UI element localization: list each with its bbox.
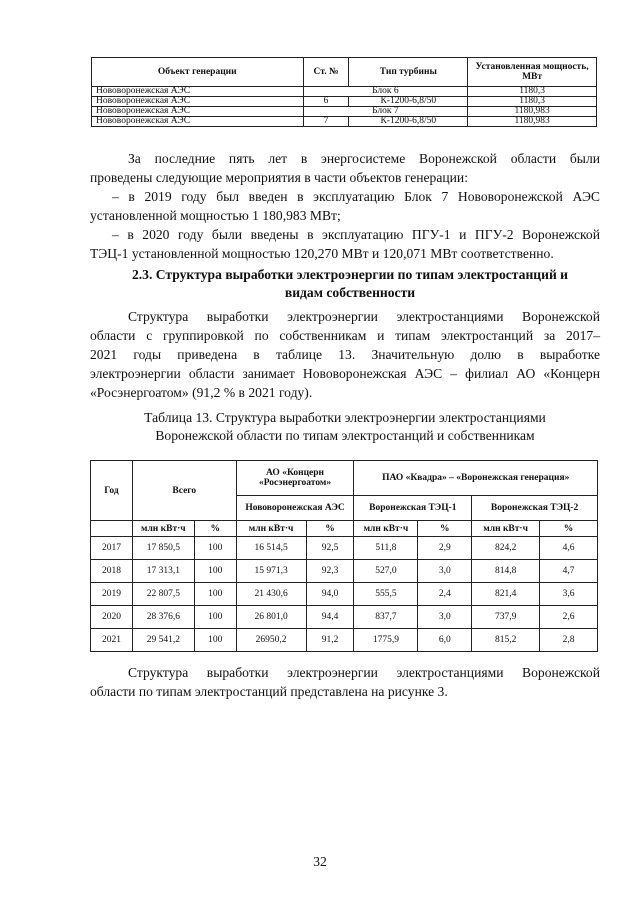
cell-total-pct: 100 <box>194 583 236 606</box>
cell-year: 2017 <box>91 537 133 560</box>
unit-year-empty <box>91 521 133 537</box>
table-caption-line-2: Воронежской области по типам электростанций и собственникам <box>155 428 535 443</box>
cell-aes: 26 801,0 <box>236 606 306 629</box>
cell-year: 2018 <box>91 560 133 583</box>
header-object: Объект генерации <box>92 58 304 87</box>
unit-energy: млн кВт·ч <box>354 521 418 537</box>
cell-aes-pct: 92,5 <box>306 537 354 560</box>
cell-tec2: 814,8 <box>472 560 540 583</box>
header-plant-tec1: Воронежская ТЭЦ-1 <box>354 496 472 521</box>
table-row <box>91 537 598 560</box>
unit-percent: % <box>540 521 598 537</box>
header-plant-novovoronezh: Нововоронежская АЭС <box>236 496 354 521</box>
cell-total-pct: 100 <box>194 606 236 629</box>
cell-turbine: Блок 7 <box>303 107 468 117</box>
unit-percent: % <box>306 521 354 537</box>
unit-energy: млн кВт·ч <box>236 521 306 537</box>
structure-line-4: электроэнергии области занимает Нововоронежская АЭС – филиал АО «Концерн <box>90 366 600 381</box>
intro-item-1-line-2: установленной мощностью 1 180,983 МВт; <box>90 208 341 223</box>
cell-object: Нововоронежская АЭС <box>92 97 304 107</box>
cell-year: 2021 <box>91 629 133 652</box>
cell-tec2-pct: 2,6 <box>540 606 598 629</box>
table-row <box>91 606 598 629</box>
cell-tec1: 527,0 <box>354 560 418 583</box>
structure-line-3: 2021 годы приведена в таблице 13. Значительную долю в выработке <box>90 347 600 362</box>
header-turbine-type: Тип турбины <box>349 58 468 87</box>
table-row <box>91 583 598 606</box>
cell-total-pct: 100 <box>194 560 236 583</box>
unit-energy: млн кВт·ч <box>472 521 540 537</box>
cell-aes-pct: 92,3 <box>306 560 354 583</box>
cell-tec1: 1775,9 <box>354 629 418 652</box>
table-caption <box>90 409 600 445</box>
table-header-row <box>92 58 597 87</box>
cell-object: Нововоронежская АЭС <box>92 117 304 127</box>
cell-tec2-pct: 4,6 <box>540 537 598 560</box>
unit-percent: % <box>194 521 236 537</box>
structure-line-2: области с группировкой по собственникам и типам электростанций за 2017– <box>90 328 600 343</box>
cell-power: 1180,3 <box>468 87 597 97</box>
cell-turbine: Блок 6 <box>303 87 468 97</box>
cell-aes: 26950,2 <box>236 629 306 652</box>
cell-unit: 7 <box>303 117 349 127</box>
cell-tec2-pct: 2,8 <box>540 629 598 652</box>
cell-total: 29 541,2 <box>132 629 194 652</box>
section-heading-line-2: видам собственности <box>284 285 416 300</box>
cell-turbine: К-1200-6,8/50 <box>349 117 468 127</box>
cell-tec2: 737,9 <box>472 606 540 629</box>
unit-percent: % <box>418 521 472 537</box>
cell-aes: 21 430,6 <box>236 583 306 606</box>
header-unit-number: Ст. № <box>303 58 349 87</box>
cell-total: 17 313,1 <box>132 560 194 583</box>
cell-tec2: 815,2 <box>472 629 540 652</box>
table-row <box>92 97 597 107</box>
table-row <box>92 87 597 97</box>
page-number: 32 <box>313 854 327 869</box>
cell-tec2-pct: 4,7 <box>540 560 598 583</box>
cell-aes-pct: 91,2 <box>306 629 354 652</box>
table-row <box>92 107 597 117</box>
header-installed-power: Установленная мощность, МВт <box>468 58 597 87</box>
intro-item-2-line-2: ТЭЦ-1 установленной мощностью 120,270 МВт и 120,071 МВт соответственно. <box>90 246 554 261</box>
header-plant-tec2: Воронежская ТЭЦ-2 <box>472 496 598 521</box>
unit-energy: млн кВт·ч <box>132 521 194 537</box>
cell-total-pct: 100 <box>194 629 236 652</box>
cell-tec1: 837,7 <box>354 606 418 629</box>
figure-text-line-1: Структура выработки электроэнергии электростанциями Воронежской <box>128 665 600 680</box>
header-owner-kvadra: ПАО «Квадра» – «Воронежская генерация» <box>354 461 598 496</box>
cell-year: 2019 <box>91 583 133 606</box>
cell-tec2: 824,2 <box>472 537 540 560</box>
cell-total: 17 850,5 <box>132 537 194 560</box>
cell-total-pct: 100 <box>194 537 236 560</box>
table-row <box>91 629 598 652</box>
cell-power: 1180,983 <box>468 107 597 117</box>
cell-object: Нововоронежская АЭС <box>92 107 304 117</box>
cell-tec1-pct: 2,4 <box>418 583 472 606</box>
cell-aes-pct: 94,4 <box>306 606 354 629</box>
intro-item-2-line-1: – в 2020 году были введены в эксплуатацию ПГУ-1 и ПГУ-2 Воронежской <box>112 227 600 242</box>
cell-power: 1180,983 <box>468 117 597 127</box>
cell-tec1-pct: 6,0 <box>418 629 472 652</box>
figure-text-line-2: области по типам электростанций представлена на рисунке 3. <box>90 684 448 699</box>
section-heading <box>100 266 600 302</box>
structure-line-5: «Росэнергоатом» (91,2 % в 2021 году). <box>90 385 313 400</box>
table-row <box>91 560 598 583</box>
cell-tec1-pct: 3,0 <box>418 560 472 583</box>
cell-object: Нововоронежская АЭС <box>92 87 304 97</box>
structure-table <box>90 460 598 652</box>
intro-line-1: За последние пять лет в энергосистеме Воронежской области были <box>128 151 600 166</box>
cell-total: 22 807,5 <box>132 583 194 606</box>
table-caption-line-1: Таблица 13. Структура выработки электроэнергии электростанциями <box>144 410 546 425</box>
owners-header-row <box>91 461 598 496</box>
intro-item-1-line-1: – в 2019 году был введен в эксплуатацию Блок 7 Нововоронежской АЭС <box>112 189 600 204</box>
cell-turbine: К-1200-6,8/50 <box>349 97 468 107</box>
structure-line-1: Структура выработки электроэнергии электростанциями Воронежской <box>128 309 600 324</box>
cell-total: 28 376,6 <box>132 606 194 629</box>
cell-tec1: 511,8 <box>354 537 418 560</box>
cell-aes: 16 514,5 <box>236 537 306 560</box>
table-row <box>92 117 597 127</box>
section-heading-line-1: 2.3. Структура выработки электроэнергии по типам электростанций и <box>131 267 569 282</box>
cell-aes-pct: 94,0 <box>306 583 354 606</box>
cell-tec1-pct: 2,9 <box>418 537 472 560</box>
cell-unit: 6 <box>303 97 349 107</box>
generation-objects-table <box>91 57 597 127</box>
cell-power: 1180,3 <box>468 97 597 107</box>
cell-tec1-pct: 3,0 <box>418 606 472 629</box>
header-owner-rosenergoatom: АО «Концерн «Росэнергоатом» <box>236 461 354 496</box>
cell-year: 2020 <box>91 606 133 629</box>
cell-tec1: 555,5 <box>354 583 418 606</box>
intro-line-2: проведены следующие мероприятия в части объектов генерации: <box>90 170 468 185</box>
cell-tec2: 821,4 <box>472 583 540 606</box>
units-header-row <box>91 521 598 537</box>
cell-tec2-pct: 3,6 <box>540 583 598 606</box>
header-total: Всего <box>132 461 236 521</box>
cell-aes: 15 971,3 <box>236 560 306 583</box>
header-year: Год <box>91 461 133 521</box>
